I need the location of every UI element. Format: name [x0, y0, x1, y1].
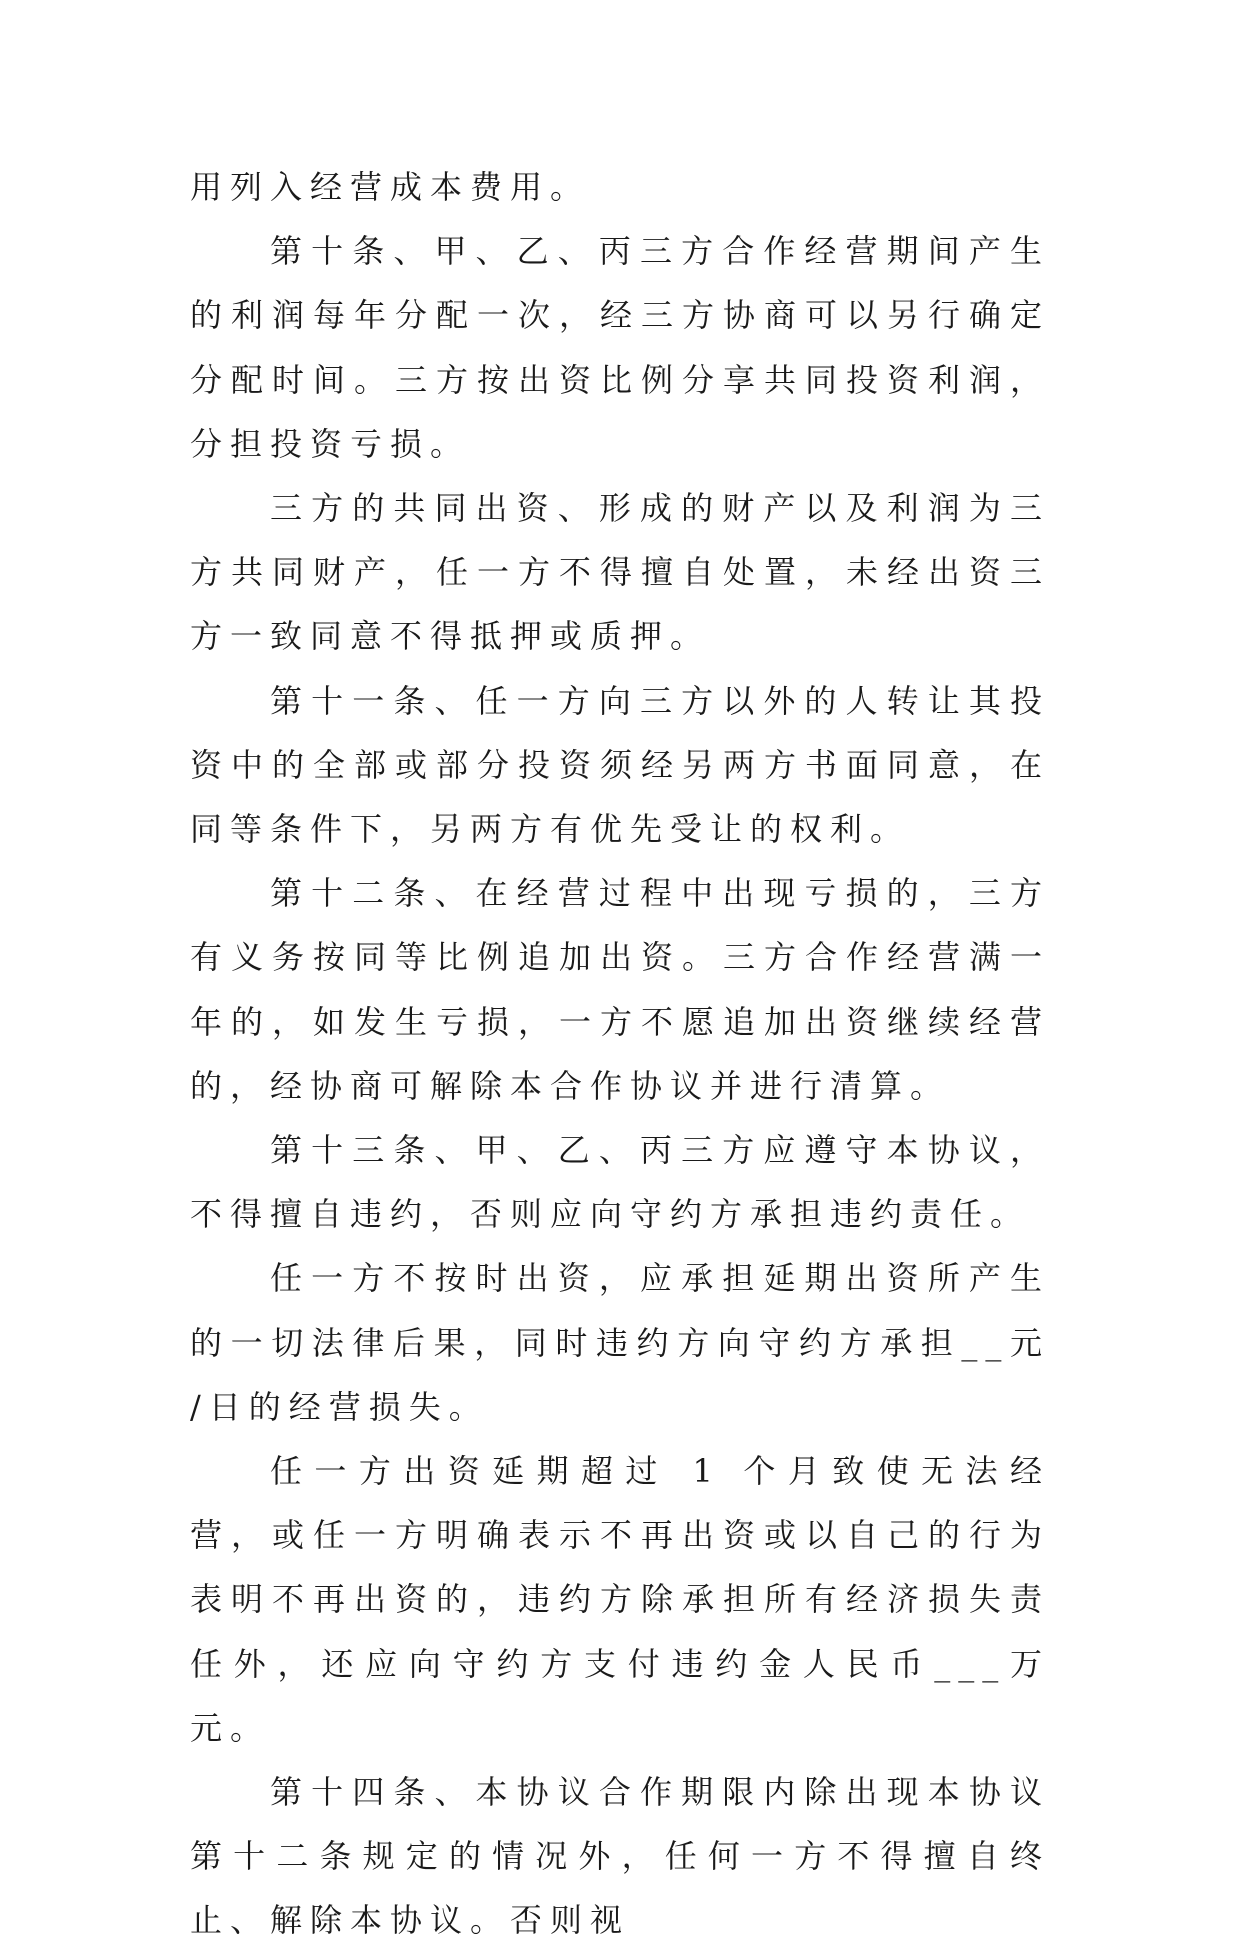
paragraph-late-payment: 任一方不按时出资，应承担延期出资所产生的一切法律后果，同时违约方向守约方承担__元 /日的经营损失。 [190, 1259, 1050, 1426]
paragraph-joint-property: 三方的共同出资、形成的财产以及利润为三方共同财产，任一方不得擅自处置，未经出资三方一致同意不得抵押或质押。 [190, 489, 1050, 656]
paragraph-article-13: 第十三条、甲、乙、丙三方应遵守本协议，不得擅自违约，否则应向守约方承担违约责任。 [190, 1131, 1050, 1234]
document-body [190, 155, 1050, 1953]
paragraph-1: 用列入经营成本费用。 [190, 168, 591, 206]
paragraph-default-penalty: 任一方出资延期超过 1 个月致使无法经营，或任一方明确表示不再出资或以自己的行为表明不再出资的，违约方除承担所有经济损失责任外，还应向守约方支付违约金人民币___万元。 [190, 1452, 1050, 1747]
paragraph-article-11: 第十一条、任一方向三方以外的人转让其投资中的全部或部分投资须经另两方书面同意，在同等条件下，另两方有优先受让的权利。 [190, 681, 1050, 849]
paragraph-article-14: 第十四条、本协议合作期限内除出现本协议第十二条规定的情况外，任何一方不得擅自终止、解除本协议。否则视 [190, 1773, 1050, 1940]
paragraph-article-10: 第十条、甲、乙、丙三方合作经营期间产生的利润每年分配一次，经三方协商可以另行确定分配时间。三方按出资比例分享共同投资利润，分担投资亏损。 [190, 232, 1050, 463]
paragraph-article-12: 第十二条、在经营过程中出现亏损的，三方有义务按同等比例追加出资。三方合作经营满一年的，如发生亏损，一方不愿追加出资继续经营的，经协商可解除本合作协议并进行清算。 [190, 874, 1050, 1105]
